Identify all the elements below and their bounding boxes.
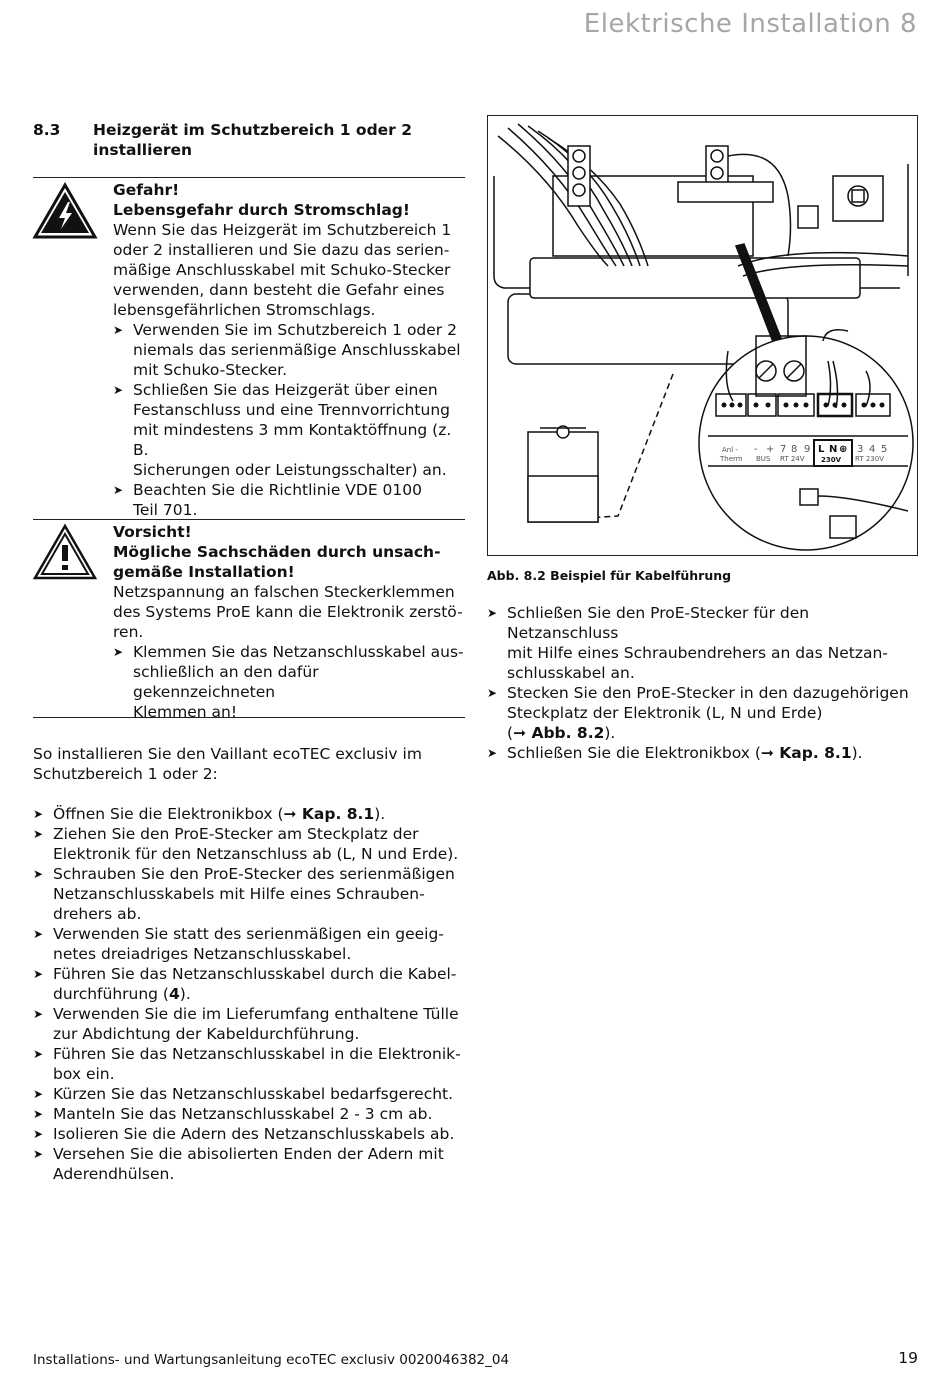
danger-notice [113, 180, 465, 520]
electronics-tray [530, 258, 860, 298]
page-header-title: Elektrische Installation 8 [583, 9, 917, 39]
wiring-illustration [488, 116, 916, 554]
list-item [33, 824, 465, 864]
text-line: niemals das serienmäßige Anschlusskabel [133, 341, 461, 359]
text: ). [374, 805, 386, 823]
text-line: Netzspannung an falschen Steckerklemmen [113, 583, 455, 601]
text-line: Festanschluss und eine Trennvorrichtung [133, 401, 451, 419]
text-line [53, 984, 465, 1004]
text-line: oder 2 installieren und Sie dazu das serien- [113, 241, 450, 259]
danger-title: Gefahr! [113, 181, 180, 199]
text-line: ➤ Führen Sie das Netzanschlusskabel in die Elektronik- [53, 1045, 461, 1063]
text-line: mit Hilfe eines Schraubendrehers an das Netzan- [507, 644, 888, 662]
connection-steps [487, 603, 918, 763]
page-number: 19 [898, 1349, 918, 1367]
text-line: ➤ Kürzen Sie das Netzanschlusskabel bedarfsgerecht. [53, 1085, 454, 1103]
label-anl: Anl - [722, 446, 738, 454]
label-rt24: RT 24V [780, 455, 805, 463]
text-line: schließlich an den dafür gekennzeichneten [133, 663, 319, 701]
caution-title: Vorsicht! [113, 523, 192, 541]
label-therm: Therm [720, 455, 743, 463]
caution-bottom-rule [33, 717, 465, 718]
text-line: Elektronik für den Netzanschluss ab (L, N und Erde). [53, 845, 459, 863]
label-7: 7 [780, 444, 787, 455]
label-bus: BUS [756, 455, 771, 463]
text-line: mit mindestens 3 mm Kontaktöffnung (z. B. [133, 421, 452, 459]
caution-notice [113, 522, 465, 722]
text: ( [507, 724, 514, 742]
text-line: ➤ Klemmen Sie das Netzanschlusskabel aus- [133, 643, 464, 661]
label-earth: ⊕ [839, 444, 848, 455]
list-item [33, 1084, 465, 1104]
label-5: 5 [881, 444, 888, 455]
text-line: lebensgefährlichen Stromschlags. [113, 301, 376, 319]
label-9: 9 [804, 444, 811, 455]
cross-reference: ➞ Abb. 8.2 [513, 724, 605, 742]
section-title-line: installieren [93, 141, 193, 159]
cable-routing-figure [487, 115, 918, 556]
label-8: 8 [791, 444, 798, 455]
caution-subtitle: gemäße Installation! [113, 563, 295, 581]
list-item [113, 320, 465, 380]
cross-reference: ➞ Kap. 8.1 [760, 744, 852, 762]
section-title-line: Heizgerät im Schutzbereich 1 oder 2 [93, 121, 413, 139]
list-item [487, 683, 918, 743]
label-l: L [818, 444, 825, 455]
installation-steps [33, 804, 465, 1184]
list-item [33, 1144, 465, 1184]
text: Öffnen Sie die Elektronikbox ( [53, 805, 284, 823]
cover-panel [508, 294, 788, 364]
text-line: Schutzbereich 1 oder 2: [33, 765, 218, 783]
text-line: ren. [113, 623, 144, 641]
text-line: ➤ Schließen Sie das Heizgerät über einen [133, 381, 438, 399]
text-line: ➤ Versehen Sie die abisolierten Enden der Adern mit [53, 1145, 444, 1163]
text-line: ➤ Schrauben Sie den ProE-Stecker des serienmäßigen [53, 865, 455, 883]
danger-bullet-list [113, 320, 465, 520]
list-item [33, 1124, 465, 1144]
text-line: Teil 701. [133, 501, 198, 519]
text-line: des Systems ProE kann die Elektronik zerstö- [113, 603, 463, 621]
text: ). [851, 744, 863, 762]
text: durchführung ( [53, 985, 169, 1003]
list-item [33, 1044, 465, 1084]
danger-text [113, 220, 465, 320]
label-rt230: RT 230V [855, 455, 885, 463]
section-number: 8.3 [33, 121, 61, 139]
caution-warning-icon [32, 523, 98, 581]
text-line: Steckplatz der Elektronik (L, N und Erde) [507, 704, 823, 722]
section-title [93, 120, 412, 160]
footer-text: Installations- und Wartungsanleitung ecoTEC exclusiv 0020046382_04 [33, 1352, 510, 1368]
text-line: ➤ Verwenden Sie im Schutzbereich 1 oder 2 [133, 321, 457, 339]
caution-text [113, 582, 465, 642]
text-line: So installieren Sie den Vaillant ecoTEC exclusiv im [33, 745, 422, 763]
text-line: Wenn Sie das Heizgerät im Schutzbereich 1 [113, 221, 452, 239]
list-item [33, 804, 465, 824]
text-line: ➤ Schließen Sie den ProE-Stecker für den Netzanschluss [507, 604, 810, 642]
text-line: mäßige Anschlusskabel mit Schuko-Stecker [113, 261, 451, 279]
list-item [33, 964, 465, 1004]
list-item [487, 743, 918, 763]
label-n: N [829, 444, 838, 455]
text-line: Klemmen an! [133, 703, 238, 721]
text-line: ➤ Manteln Sie das Netzanschlusskabel 2 - 3 cm ab. [53, 1105, 433, 1123]
text-line: verwenden, dann besteht die Gefahr eines [113, 281, 445, 299]
text-line: box ein. [53, 1065, 115, 1083]
text-line: netes dreiadriges Netzanschlusskabel. [53, 945, 352, 963]
list-item [113, 642, 465, 722]
text-line: ➤ Verwenden Sie die im Lieferumfang enthaltene Tülle [53, 1005, 459, 1023]
text-line: Sicherungen oder Leistungsschalter) an. [133, 461, 447, 479]
list-item [113, 480, 465, 520]
figure-caption: Abb. 8.2 Beispiel für Kabelführung [487, 568, 732, 583]
caution-subtitle: Mögliche Sachschäden durch unsach- [113, 543, 441, 561]
label-minus: - [754, 444, 758, 455]
list-item [33, 924, 465, 964]
list-item [33, 1104, 465, 1124]
text-line: drehers ab. [53, 905, 142, 923]
list-item [33, 864, 465, 924]
danger-top-rule [33, 177, 465, 178]
label-230v: 230V [821, 456, 842, 464]
text-line: ➤ Führen Sie das Netzanschlusskabel durch die Kabel- [53, 965, 457, 983]
caution-bullet-list [113, 642, 465, 722]
label-4: 4 [869, 444, 876, 455]
text-line: Aderendhülsen. [53, 1165, 175, 1183]
text-line: mit Schuko-Stecker. [133, 361, 288, 379]
text-line: ➤ Beachten Sie die Richtlinie VDE 0100 [133, 481, 423, 499]
label-3: 3 [857, 444, 864, 455]
text-line: schlusskabel an. [507, 664, 635, 682]
list-item [113, 380, 465, 480]
cross-reference: ➞ Kap. 8.1 [283, 805, 375, 823]
label-plus: + [766, 444, 775, 455]
list-item [487, 603, 918, 683]
danger-subtitle: Lebensgefahr durch Stromschlag! [113, 201, 410, 219]
text-line [507, 723, 918, 743]
text-line: ➤ Stecken Sie den ProE-Stecker in den dazugehörigen [507, 684, 909, 702]
text: ). [179, 985, 191, 1003]
text: ). [604, 724, 616, 742]
intro-text [33, 744, 422, 784]
electric-shock-warning-icon [32, 182, 98, 240]
item-reference: 4 [168, 985, 180, 1003]
text: Schließen Sie die Elektronikbox ( [507, 744, 761, 762]
list-item [33, 1004, 465, 1044]
text-line: ➤ Ziehen Sie den ProE-Stecker am Steckplatz der [53, 825, 419, 843]
text-line: zur Abdichtung der Kabeldurchführung. [53, 1025, 360, 1043]
text-line: Netzanschlusskabels mit Hilfe eines Schrauben- [53, 885, 425, 903]
text-line: ➤ Verwenden Sie statt des serienmäßigen ein geeig- [53, 925, 444, 943]
text-line: ➤ Isolieren Sie die Adern des Netzanschlusskabels ab. [53, 1125, 455, 1143]
caution-top-rule [33, 519, 465, 520]
